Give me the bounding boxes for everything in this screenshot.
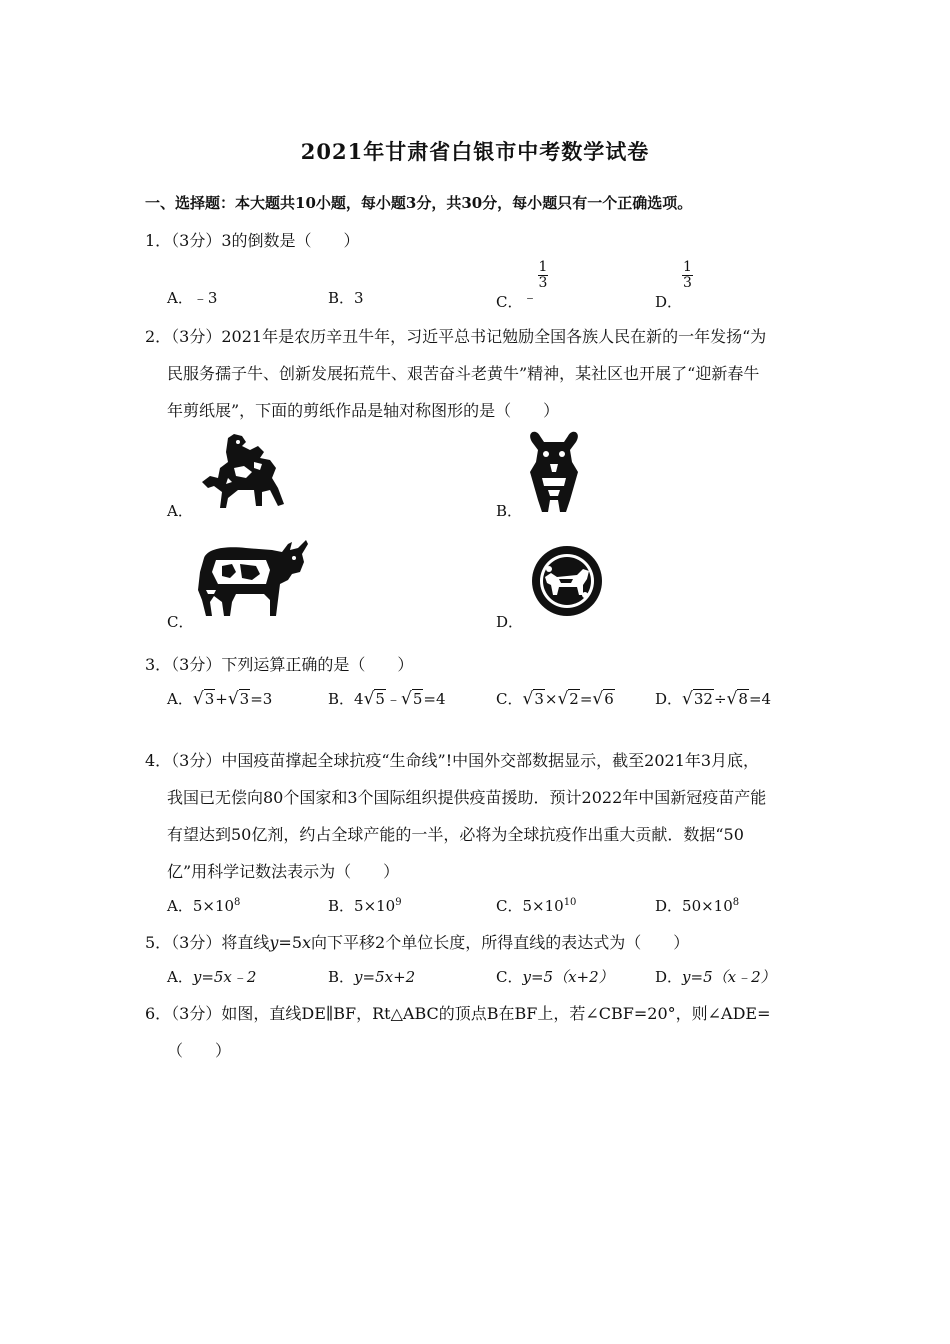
q3-d-result: =4 [748, 690, 772, 708]
q3-d-radicand-1: 32 [693, 690, 713, 708]
q3-option-d [655, 688, 771, 709]
q5-d-label: D． [655, 968, 683, 986]
q3-b-operator: ﹣ [385, 690, 401, 708]
q4-option-a [167, 895, 240, 916]
q4-line-2: 我国已无偿向80个国家和3个国际组织提供疫苗援助．预计2022年中国新冠疫苗产能 [167, 788, 767, 807]
q3-b-coefficient: 4 [354, 690, 364, 708]
q4-a-base: 5×10 [192, 897, 235, 915]
q3-c-sqrt-2: √2 [557, 689, 579, 709]
q2-line-1: 2．（3分）2021年是农历辛丑牛年，习近平总书记勉励全国各族人民在新的一年发扬“为 [145, 327, 767, 346]
q1-c-sign: ﹣ [522, 287, 538, 306]
q1-c-denominator: 3 [538, 275, 548, 291]
q3-a-sqrt-2: √3 [227, 689, 250, 709]
q3-a-label: A． [167, 690, 193, 708]
q5-stem [145, 930, 689, 953]
q3-a-radicand-2: 3 [239, 690, 250, 708]
q1-stem: 1．（3分）3的倒数是（ ） [145, 231, 360, 250]
page-title: 2021年甘肃省白银市中考数学试卷 [300, 139, 650, 164]
q5-option-c [496, 966, 614, 987]
ox-papercut-d-image [527, 545, 607, 617]
q5-stem-var-y: y [269, 933, 279, 952]
q5-c-label: C． [496, 968, 523, 986]
q3-b-radicand-2: 5 [412, 690, 423, 708]
q1-option-b: B．3 [328, 289, 364, 307]
q4-c-base: 5×10 [522, 897, 564, 915]
q5-option-d [655, 966, 776, 987]
q2-option-b: B． [496, 502, 523, 520]
q4-option-d [655, 895, 739, 916]
q4-a-label: A． [167, 897, 193, 915]
q4-d-base: 50×10 [682, 897, 733, 915]
q3-b-label: B． [328, 690, 355, 708]
q3-d-sqrt-2: √8 [726, 689, 748, 709]
q3-d-radicand-2: 8 [738, 690, 748, 708]
q3-b-radicand-1: 5 [375, 690, 385, 708]
q4-line-1: 4．（3分）中国疫苗撑起全球抗疫“生命线”!中国外交部数据显示，截至2021年3月底， [145, 751, 760, 770]
q3-option-b [328, 688, 446, 709]
q3-c-operator: × [544, 690, 558, 708]
q3-a-operator: + [215, 690, 228, 708]
q4-d-label: D． [655, 897, 683, 915]
q3-c-radicand-2: 2 [569, 690, 579, 708]
q3-option-a [167, 688, 272, 709]
q4-option-c [496, 895, 576, 916]
q3-c-radicand-1: 3 [534, 690, 544, 708]
q3-option-c [496, 688, 615, 709]
q4-b-exponent: 9 [395, 897, 402, 908]
q5-b-label: B． [328, 968, 355, 986]
q3-d-operator: ÷ [713, 690, 727, 708]
q3-b-result: =4 [423, 690, 446, 708]
q3-c-label: C． [496, 690, 523, 708]
q3-c-sqrt-3: √6 [592, 689, 614, 709]
q2-option-d: D． [496, 613, 524, 631]
q5-b-expression: y=5x+2 [354, 968, 416, 986]
q4-c-exponent: 10 [563, 897, 577, 908]
q1-option-d [655, 259, 693, 311]
q5-stem-var-x: x [302, 933, 312, 952]
q4-line-4: 亿”用科学记数法表示为（ ） [167, 862, 400, 881]
q5-option-b [328, 966, 415, 987]
q4-line-3: 有望达到50亿剂，约占全球产能的一半，必将为全球抗疫作出重大贡献．数据“50 [167, 825, 744, 844]
q4-b-label: B． [328, 897, 355, 915]
q3-c-radicand-3: 6 [604, 690, 614, 708]
q6-line-2: （ ） [167, 1041, 232, 1060]
q1-d-label: D． [655, 292, 683, 311]
q2-line-2: 民服务孺子牛、创新发展拓荒牛、艰苦奋斗老黄牛”精神，某社区也开展了“迎新春牛 [167, 364, 760, 383]
q2-option-a: A． [167, 502, 193, 520]
q1-c-numerator: 1 [538, 259, 548, 275]
q1-c-fraction [538, 260, 549, 291]
q5-a-expression: y=5x﹣2 [192, 968, 257, 986]
q1-d-denominator: 3 [683, 275, 692, 291]
q4-option-b [328, 895, 402, 916]
q6-line-1: 6．（3分）如图，直线DE∥BF，Rt△ABC的顶点B在BF上，若∠CBF=20°，则∠ADE= [145, 1004, 771, 1023]
q3-stem: 3．（3分）下列运算正确的是（ ） [145, 655, 414, 674]
q4-d-exponent: 8 [732, 897, 740, 908]
ox-papercut-b-image [526, 428, 582, 514]
q5-stem-equals: =5 [278, 933, 303, 952]
q3-b-sqrt-1: √5 [363, 689, 385, 709]
q3-a-result: =3 [250, 690, 273, 708]
q3-c-equals: = [579, 690, 593, 708]
section-heading: 一、选择题：本大题共10小题，每小题3分，共30分，每小题只有一个正确选项。 [145, 194, 693, 212]
q1-option-a: A．﹣3 [167, 289, 218, 307]
q3-a-radicand-1: 3 [204, 690, 215, 708]
q1-d-numerator: 1 [683, 259, 692, 275]
q5-d-expression: y=5（x﹣2） [682, 968, 776, 986]
q4-a-exponent: 8 [234, 897, 241, 908]
ox-papercut-a-image [198, 432, 288, 510]
q5-stem-suffix: 向下平移2个单位长度，所得直线的表达式为（ ） [311, 933, 690, 952]
ox-papercut-c-image [196, 540, 310, 620]
q3-d-sqrt-1: √32 [682, 689, 713, 709]
q5-option-a [167, 966, 256, 987]
q4-c-label: C． [496, 897, 523, 915]
q5-c-expression: y=5（x+2） [522, 968, 614, 986]
q1-c-label: C． [496, 292, 523, 311]
q2-line-3: 年剪纸展”，下面的剪纸作品是轴对称图形的是（ ） [167, 401, 560, 420]
q4-b-base: 5×10 [354, 897, 396, 915]
q5-a-label: A． [167, 968, 193, 986]
q5-stem-prefix: 5．（3分）将直线 [145, 933, 270, 952]
q1-d-fraction [682, 260, 693, 291]
q2-option-c: C． [167, 613, 194, 631]
q3-a-sqrt-1: √3 [192, 689, 215, 709]
q1-option-c [496, 259, 548, 311]
q3-b-sqrt-2: √5 [400, 689, 423, 709]
q3-d-label: D． [655, 690, 683, 708]
q3-c-sqrt-1: √3 [522, 689, 544, 709]
